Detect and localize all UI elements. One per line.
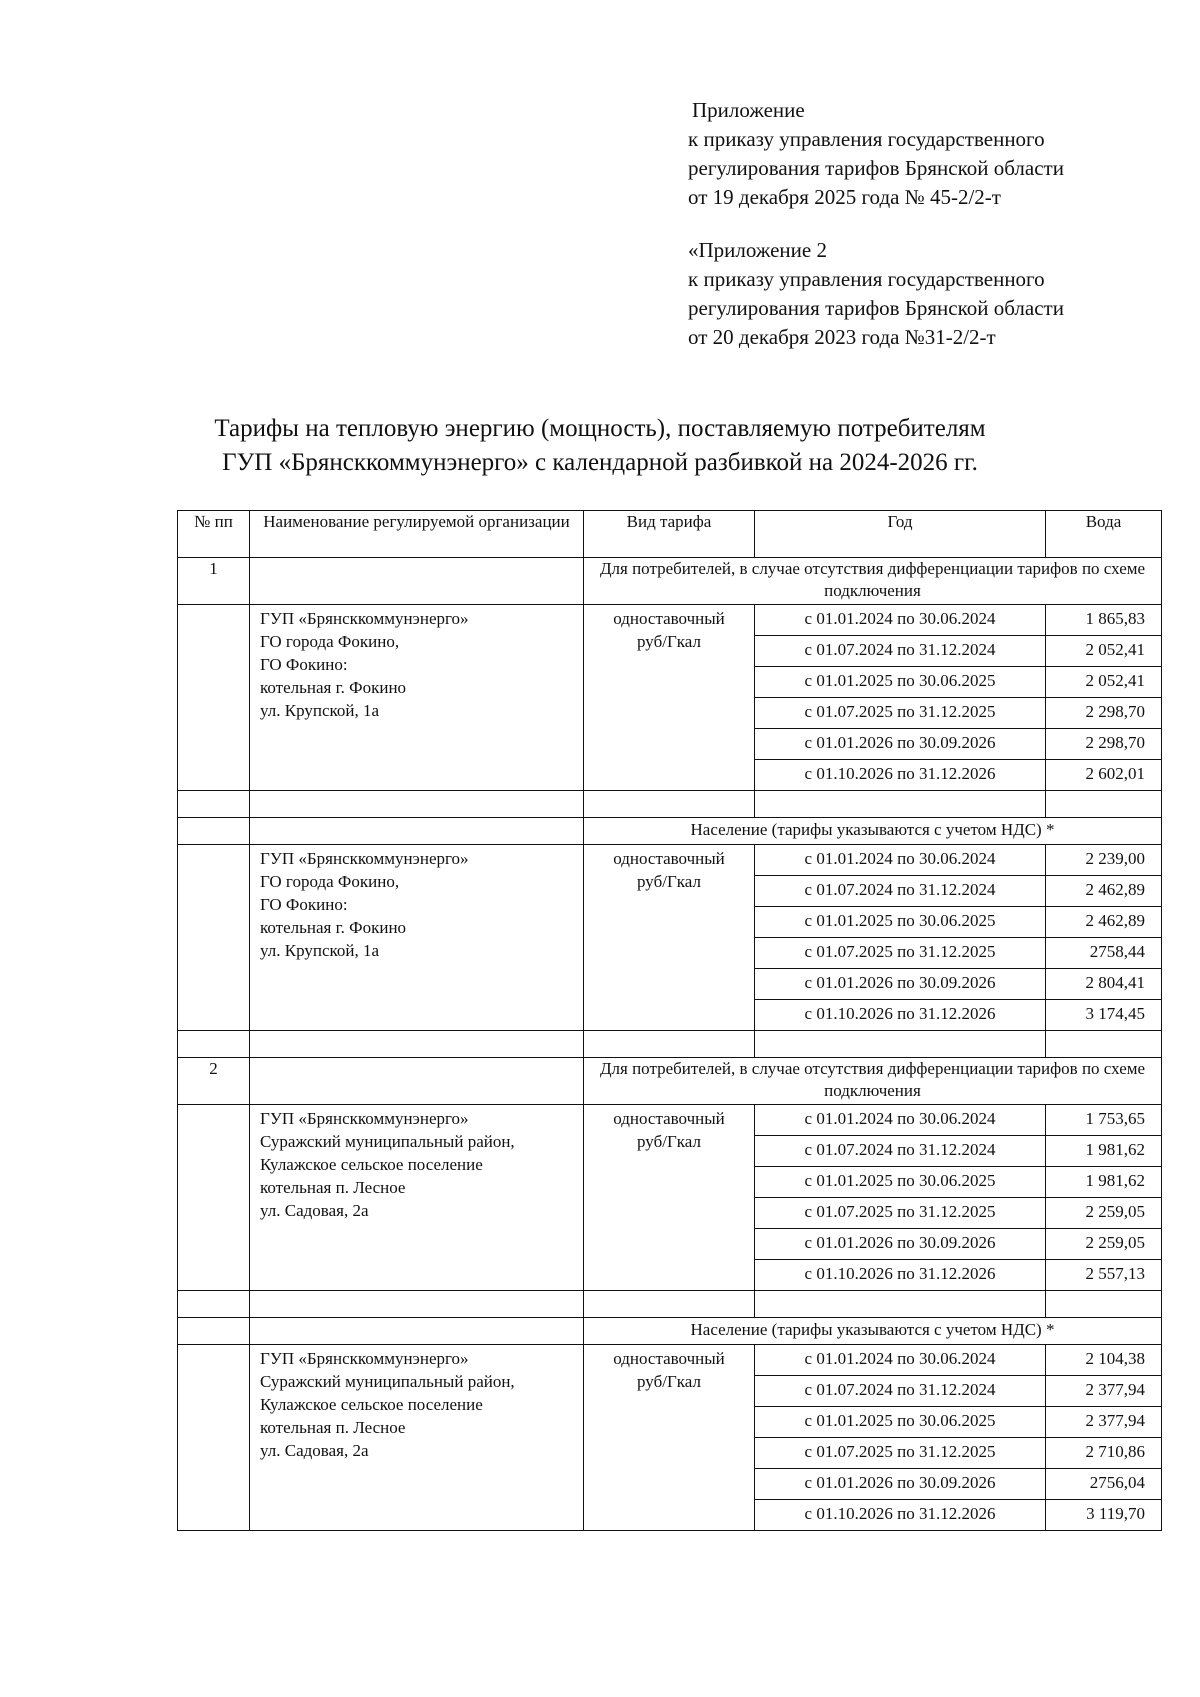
org-cell (250, 845, 584, 1031)
value-cell: 2756,04 (1046, 1469, 1162, 1500)
org-line: Кулажское сельское поселение (260, 1155, 483, 1174)
section-number (178, 1318, 250, 1345)
period-cell: с 01.10.2026 по 31.12.2026 (755, 1260, 1046, 1291)
value-cell: 2 804,41 (1046, 969, 1162, 1000)
value-cell: 2 557,13 (1046, 1260, 1162, 1291)
value-cell: 2 259,05 (1046, 1198, 1162, 1229)
appendix-2-header (688, 236, 1064, 352)
period-cell: с 01.07.2025 по 31.12.2025 (755, 698, 1046, 729)
header-value: Вода (1046, 511, 1162, 558)
value-cell: 2 259,05 (1046, 1229, 1162, 1260)
blank-cell (178, 791, 250, 818)
header-num: № пп (178, 511, 250, 558)
value-cell: 1 981,62 (1046, 1167, 1162, 1198)
period-cell: с 01.01.2025 по 30.06.2025 (755, 1407, 1046, 1438)
period-cell: с 01.07.2024 по 31.12.2024 (755, 876, 1046, 907)
period-cell: с 01.01.2024 по 30.06.2024 (755, 1345, 1046, 1376)
period-cell: с 01.01.2026 по 30.09.2026 (755, 729, 1046, 760)
value-cell: 1 753,65 (1046, 1105, 1162, 1136)
blank-cell (178, 1031, 250, 1058)
org-line: ГУП «Брянсккоммунэнерго» (260, 849, 469, 868)
org-line: котельная г. Фокино (260, 918, 407, 937)
org-line: Кулажское сельское поселение (260, 1395, 483, 1414)
section-title: Население (тарифы указываются с учетом НДС) * (584, 1318, 1162, 1345)
value-cell: 2 104,38 (1046, 1345, 1162, 1376)
period-cell: с 01.01.2025 по 30.06.2025 (755, 667, 1046, 698)
period-cell: с 01.01.2025 по 30.06.2025 (755, 1167, 1046, 1198)
title-line: ГУП «Брянсккоммунэнерго» с календарной разбивкой на 2024-2026 гг. (222, 449, 978, 476)
header-kind: Вид тарифа (584, 511, 755, 558)
value-cell: 1 981,62 (1046, 1136, 1162, 1167)
section-title: Для потребителей, в случае отсутствия дифференциации тарифов по схеме подключения (584, 558, 1162, 605)
blank-row (178, 1031, 1162, 1058)
org-cell (250, 605, 584, 791)
org-line: ГУП «Брянсккоммунэнерго» (260, 609, 469, 628)
row-num-cell (178, 1345, 250, 1531)
tariff-kind-cell (584, 845, 755, 1031)
tariff-kind-cell (584, 605, 755, 791)
tariff-kind-line: руб/Гкал (637, 632, 701, 651)
section-empty-cell (250, 1058, 584, 1105)
org-line: ГО города Фокино, (260, 872, 400, 891)
blank-cell (755, 791, 1046, 818)
blank-cell (755, 1291, 1046, 1318)
appendix-header (688, 96, 1064, 212)
appendix-line: к приказу управления государственного (688, 127, 1045, 151)
blank-cell (584, 1031, 755, 1058)
period-cell: с 01.01.2026 по 30.09.2026 (755, 1229, 1046, 1260)
blank-cell (1046, 1031, 1162, 1058)
value-cell: 1 865,83 (1046, 605, 1162, 636)
section-title-row (178, 1318, 1162, 1345)
value-cell: 2 239,00 (1046, 845, 1162, 876)
appendix-line: к приказу управления государственного (688, 267, 1045, 291)
org-line: ул. Садовая, 2а (260, 1201, 369, 1220)
period-cell: с 01.10.2026 по 31.12.2026 (755, 1000, 1046, 1031)
tariff-kind-line: одноставочный (613, 1109, 725, 1128)
row-num-cell (178, 1105, 250, 1291)
blank-cell (250, 791, 584, 818)
org-line: Суражский муниципальный район, (260, 1372, 515, 1391)
tariff-kind-line: руб/Гкал (637, 872, 701, 891)
blank-cell (584, 791, 755, 818)
blank-cell (755, 1031, 1046, 1058)
blank-cell (250, 1031, 584, 1058)
table-row (178, 845, 1162, 876)
period-cell: с 01.07.2024 по 31.12.2024 (755, 1376, 1046, 1407)
org-line: ГО города Фокино, (260, 632, 400, 651)
row-num-cell (178, 605, 250, 791)
period-cell: с 01.07.2024 по 31.12.2024 (755, 636, 1046, 667)
org-line: ГУП «Брянсккоммунэнерго» (260, 1349, 469, 1368)
value-cell: 2758,44 (1046, 938, 1162, 969)
blank-row (178, 791, 1162, 818)
blank-cell (584, 1291, 755, 1318)
table-header-row (178, 511, 1162, 558)
period-cell: с 01.07.2025 по 31.12.2025 (755, 1438, 1046, 1469)
document-title (150, 412, 1050, 480)
org-line: ГУП «Брянсккоммунэнерго» (260, 1109, 469, 1128)
value-cell: 3 174,45 (1046, 1000, 1162, 1031)
table-body (178, 558, 1162, 1531)
period-cell: с 01.07.2025 по 31.12.2025 (755, 938, 1046, 969)
appendix-line: от 20 декабря 2023 года №31-2/2-т (688, 325, 996, 349)
table-row (178, 1105, 1162, 1136)
header-org: Наименование регулируемой организации (250, 511, 584, 558)
section-empty-cell (250, 558, 584, 605)
section-title-row (178, 818, 1162, 845)
org-cell (250, 1345, 584, 1531)
tariff-kind-line: руб/Гкал (637, 1132, 701, 1151)
section-empty-cell (250, 818, 584, 845)
tariff-table (177, 510, 1162, 1531)
org-line: котельная п. Лесное (260, 1418, 406, 1437)
org-line: котельная г. Фокино (260, 678, 407, 697)
period-cell: с 01.01.2024 по 30.06.2024 (755, 1105, 1046, 1136)
period-cell: с 01.07.2024 по 31.12.2024 (755, 1136, 1046, 1167)
value-cell: 2 710,86 (1046, 1438, 1162, 1469)
value-cell: 2 462,89 (1046, 907, 1162, 938)
period-cell: с 01.01.2024 по 30.06.2024 (755, 845, 1046, 876)
value-cell: 2 052,41 (1046, 667, 1162, 698)
section-title: Население (тарифы указываются с учетом НДС) * (584, 818, 1162, 845)
org-line: ГО Фокино: (260, 655, 348, 674)
header-year: Год (755, 511, 1046, 558)
value-cell: 2 298,70 (1046, 729, 1162, 760)
tariff-kind-cell (584, 1345, 755, 1531)
value-cell: 2 377,94 (1046, 1407, 1162, 1438)
org-cell (250, 1105, 584, 1291)
value-cell: 2 462,89 (1046, 876, 1162, 907)
section-number: 2 (178, 1058, 250, 1105)
row-num-cell (178, 845, 250, 1031)
appendix-line: регулирования тарифов Брянской области (688, 156, 1064, 180)
value-cell: 2 377,94 (1046, 1376, 1162, 1407)
section-title: Для потребителей, в случае отсутствия дифференциации тарифов по схеме подключения (584, 1058, 1162, 1105)
appendix-line: Приложение (692, 98, 805, 122)
org-line: ул. Крупской, 1а (260, 701, 380, 720)
tariff-kind-cell (584, 1105, 755, 1291)
section-number (178, 818, 250, 845)
period-cell: с 01.10.2026 по 31.12.2026 (755, 760, 1046, 791)
org-line: котельная п. Лесное (260, 1178, 406, 1197)
section-number: 1 (178, 558, 250, 605)
period-cell: с 01.01.2024 по 30.06.2024 (755, 605, 1046, 636)
section-title-row (178, 558, 1162, 605)
tariff-kind-line: одноставочный (613, 1349, 725, 1368)
tariff-kind-line: одноставочный (613, 849, 725, 868)
period-cell: с 01.01.2026 по 30.09.2026 (755, 969, 1046, 1000)
blank-row (178, 1291, 1162, 1318)
blank-cell (178, 1291, 250, 1318)
section-empty-cell (250, 1318, 584, 1345)
period-cell: с 01.10.2026 по 31.12.2026 (755, 1500, 1046, 1531)
blank-cell (250, 1291, 584, 1318)
table-row (178, 1345, 1162, 1376)
blank-cell (1046, 791, 1162, 818)
org-line: ул. Садовая, 2а (260, 1441, 369, 1460)
value-cell: 3 119,70 (1046, 1500, 1162, 1531)
blank-cell (1046, 1291, 1162, 1318)
org-line: Суражский муниципальный район, (260, 1132, 515, 1151)
period-cell: с 01.01.2026 по 30.09.2026 (755, 1469, 1046, 1500)
appendix-line: «Приложение 2 (688, 238, 827, 262)
section-title-row (178, 1058, 1162, 1105)
value-cell: 2 052,41 (1046, 636, 1162, 667)
appendix-line: регулирования тарифов Брянской области (688, 296, 1064, 320)
org-line: ул. Крупской, 1а (260, 941, 380, 960)
period-cell: с 01.07.2025 по 31.12.2025 (755, 1198, 1046, 1229)
title-line: Тарифы на тепловую энергию (мощность), поставляемую потребителям (214, 415, 986, 442)
period-cell: с 01.01.2025 по 30.06.2025 (755, 907, 1046, 938)
org-line: ГО Фокино: (260, 895, 348, 914)
tariff-kind-line: руб/Гкал (637, 1372, 701, 1391)
table-row (178, 605, 1162, 636)
value-cell: 2 602,01 (1046, 760, 1162, 791)
value-cell: 2 298,70 (1046, 698, 1162, 729)
appendix-line: от 19 декабря 2025 года № 45-2/2-т (688, 185, 1001, 209)
tariff-kind-line: одноставочный (613, 609, 725, 628)
